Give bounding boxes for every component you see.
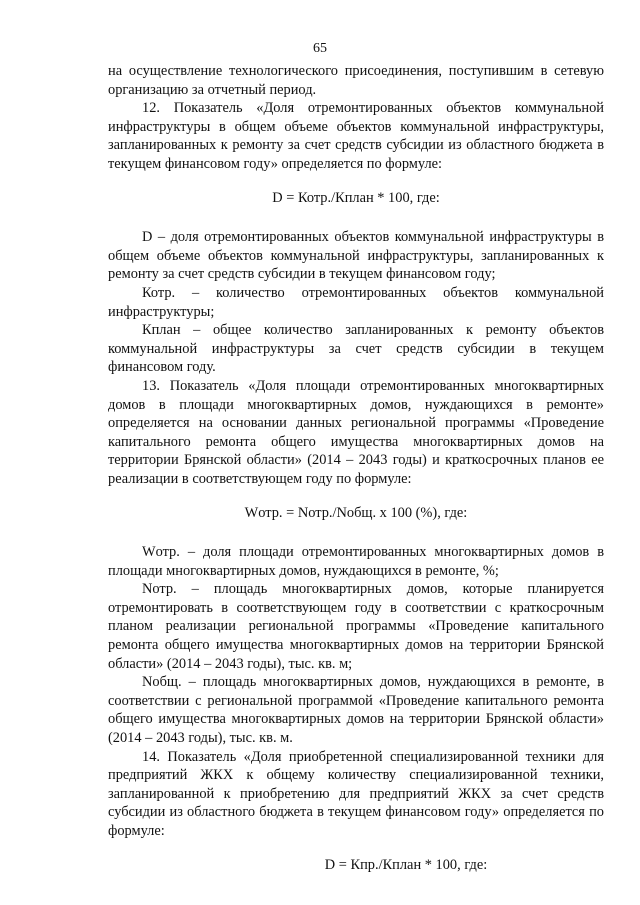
document-body xyxy=(108,62,604,874)
definition-kplan: Кплан – общее количество запланированных к ремонту объектов коммунальной инфраструктуры за счет средств субсидии в текущем финансовом году. xyxy=(108,322,604,376)
paragraph-indicator-12: 12. Показатель «Доля отремонтированных объектов коммунальной инфраструктуры в общем объеме объектов коммунальной инфраструктуры, запланированных к ремонту за счет средств субсидии из областного бюджета в текущем финансовом году» определяется по формуле: xyxy=(108,100,604,172)
paragraph-indicator-14: 14. Показатель «Доля приобретенной специализированной техники для предприятий ЖКХ к общему количеству специализированной техники, запланированной к приобретению для предприятий ЖКХ за счет средств субсидии из областного бюджета в текущем финансовом году» определяется по формуле: xyxy=(108,748,604,839)
paragraph-continuation: на осуществление технологического присоединения, поступившим в сетевую организацию за отчетный период. xyxy=(108,63,604,98)
formula-repaired-area: Wотр. = Nотр./Nобщ. х 100 (%), где: xyxy=(244,505,468,522)
definition-d: D – доля отремонтированных объектов коммунальной инфраструктуры в общем объеме объектов коммунальной инфраструктуры, запланированных к ремонту за счет средств субсидии в текущем финансовом году; xyxy=(108,229,604,283)
page-number: 65 xyxy=(313,41,327,56)
paragraph-indicator-13: 13. Показатель «Доля площади отремонтированных многоквартирных домов в площади многоквартирных домов, нуждающихся в ремонте» определяется на основании данных региональной программы «Проведение капитального ремонта общего имущества многоквартирных домов на территории Брянской области» (2014 – 2043 годы) и краткосрочных планов ее реализации в соответствующем году по формуле: xyxy=(108,377,604,487)
definition-wotr: Wотр. – доля площади отремонтированных многоквартирных домов в площади многоквартирных домов, нуждающихся в ремонте, %; xyxy=(108,544,604,579)
definition-notr: Nотр. – площадь многоквартирных домов, которые планируется отремонтировать в соответствующем году в соответствии с краткосрочным планом реализации региональной программы «Проведение капитального ремонта общего имущества многоквартирных домов на территории Брянской области» (2014 – 2043 годы), тыс. кв. м; xyxy=(108,581,604,672)
definition-kotr: Котр. – количество отремонтированных объектов коммунальной инфраструктуры; xyxy=(108,284,604,320)
formula-repaired-objects: D = Котр./Кплан * 100, где: xyxy=(272,189,440,206)
formula-purchased-equipment: D = Кпр./Кплан * 100, где: xyxy=(324,856,488,873)
definition-nobshch: Nобщ. – площадь многоквартирных домов, нуждающихся в ремонте, в соответствии с региональной программой «Проведение капитального ремонта общего имущества многоквартирных домов на территории Брянской области» (2014 – 2043 годы), тыс. кв. м. xyxy=(108,674,604,746)
